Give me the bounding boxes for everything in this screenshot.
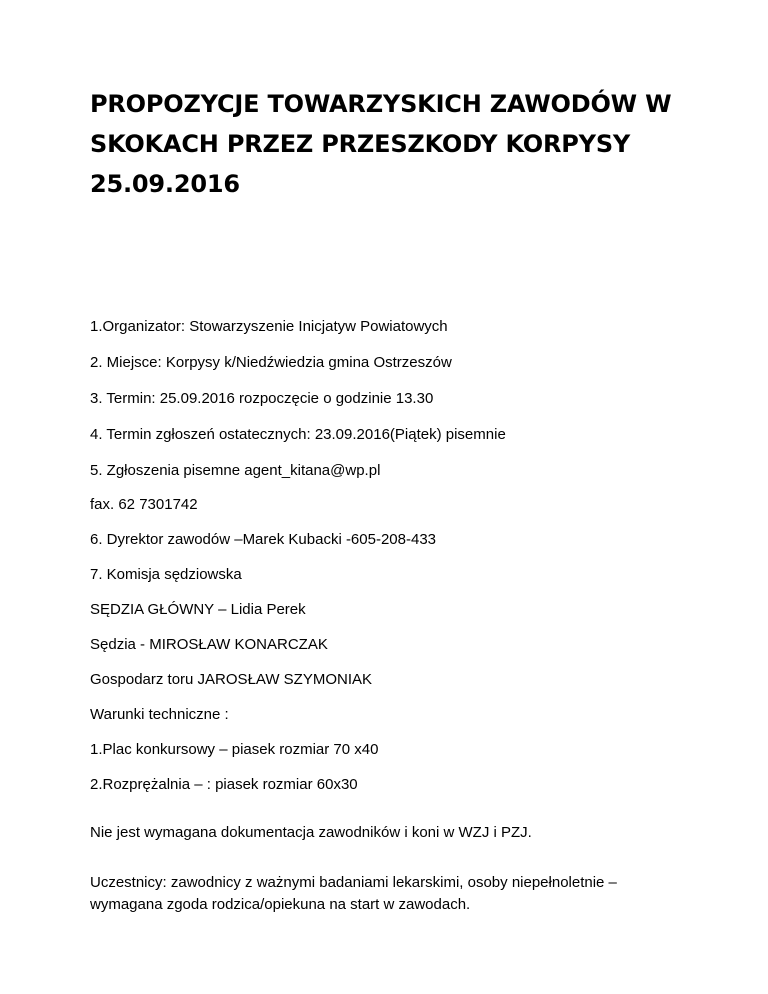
item-fax: fax. 62 7301742 [90, 496, 198, 513]
item-applications: 5. Zgłoszenia pisemne agent_kitana@wp.pl [90, 462, 381, 479]
item-arena: 1.Plac konkursowy – piasek rozmiar 70 x40 [90, 741, 379, 758]
item-technical-conditions: Warunki techniczne : [90, 706, 229, 723]
item-warmup: 2.Rozprężalnia – : piasek rozmiar 60x30 [90, 776, 358, 793]
item-place: 2. Miejsce: Korpysy k/Niedźwiedzia gmina Ostrzeszów [90, 354, 452, 371]
item-head-judge: SĘDZIA GŁÓWNY – Lidia Perek [90, 601, 306, 618]
participants-line-1: Uczestnicy: zawodnicy z ważnymi badaniami lekarskimi, osoby niepełnoletnie – [90, 874, 617, 891]
document-title [90, 84, 730, 204]
item-commission: 7. Komisja sędziowska [90, 566, 242, 583]
item-participants [90, 872, 690, 916]
item-course-host: Gospodarz toru JAROSŁAW SZYMONIAK [90, 671, 373, 688]
item-documentation: Nie jest wymagana dokumentacja zawodników i koni w WZJ i PZJ. [90, 824, 532, 841]
item-judge: Sędzia - MIROSŁAW KONARCZAK [90, 636, 328, 653]
title-line-2: SKOKACH PRZEZ PRZESZKODY KORPYSY [90, 130, 631, 158]
item-organizer: 1.Organizator: Stowarzyszenie Inicjatyw Powiatowych [90, 318, 448, 335]
item-date: 3. Termin: 25.09.2016 rozpoczęcie o godzinie 13.30 [90, 390, 434, 407]
item-director: 6. Dyrektor zawodów –Marek Kubacki -605-208-433 [90, 531, 437, 548]
item-deadline: 4. Termin zgłoszeń ostatecznych: 23.09.2016(Piątek) pisemnie [90, 426, 506, 443]
title-line-1: PROPOZYCJE TOWARZYSKICH ZAWODÓW W [90, 90, 672, 118]
title-line-3: 25.09.2016 [90, 170, 240, 198]
participants-line-2: wymagana zgoda rodzica/opiekuna na start w zawodach. [90, 896, 471, 913]
